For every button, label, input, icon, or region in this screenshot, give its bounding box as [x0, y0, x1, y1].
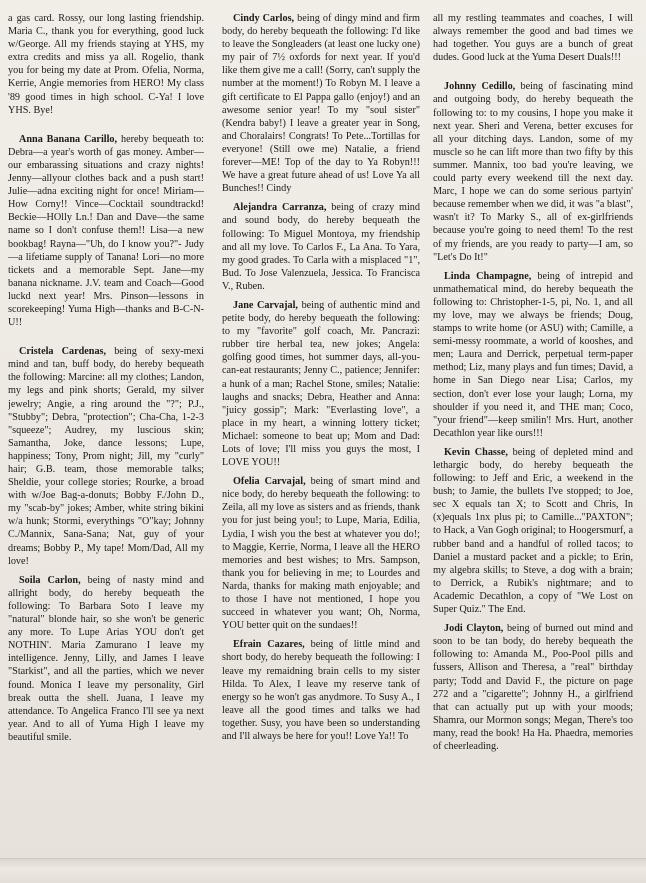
entry-text: being of nasty mind and allright body, do hereby bequeath the following: To Barbara Soto I leave my "natural" blonde hair, so she won't be generic any more. To Lupe Arias YOU don't get NOTHIN'. Maria Zamurano I leave my intelligence. Jenny, Lilly, and James I leave "Starkist", and all the parties, which we never found. Monica I leave my personality, Girl break outta the shell. Juana, I leave my attendance. To Angelica Franco I'll see ya next year. And to all of Yuma High I leave my beautiful smile. — [8, 574, 204, 743]
will-entry — [433, 270, 633, 440]
will-entry — [222, 12, 420, 195]
entry-text: being of intrepid and unmathematical mind, do hereby bequeath the following to: Christopher-1-5, pi, No. 1, and all my love, may we always be friends; Doug, stamps to write home (or ASU) with; Camille, a semi-messy roommate, a world of kooshes, and men; Laura and Derrick, perpetual term-paper method; Liz, many plays and fun times; David, a home in San Diego near Lisa; Carlos, my section, don't ever lose your laugh; Lorna, my shoulder if you need it, and THE man; Coco, "your friend"—keep smilin'! Mrs. Hurt, another Decathlon year like ours!!! — [433, 270, 633, 439]
entry-text: being of crazy mind and sound body, do hereby bequeath the following: To Miguel Montoya, my friendship and all my love. To Carlos F., La Ana. To Yara, my good grades. To Carla with a misplaced "1", Bud. To Jose Valenzuela, Jessica. To Francisca V., Ruben. — [222, 202, 420, 292]
entry-text: being of smart mind and nice body, do hereby bequeath the following: to Zeila, all my love as sisters and as friends, thank you for just being you!; to Lupe, Maria, Edilia, Lydia, I wish you the best at whatever you do!; to Maggie, Kerrie, Norma, I leave all the HERO memories and best wishes; to Mrs. Sampson, thank you for believing in me; to Lourdes and Narda, thanks for making math enjoyable; and to those I have not mentioned, I hope you succeed in whatever you want; Oh, Norma, YOU better quit on the sundaes!! — [222, 476, 420, 632]
entry-continuation: a gas card. Rossy, our long lasting friendship. Maria C., thank you for everything, good luck w/George. All my friends staying at YHS, my extra credits and miss ya all. Rogelio, thank you for being my date at Prom. Ofelia, Norma, Kerrie, Angie memories from HERO! My class '89 good times in high school. C-Ya! I love YHS. Bye! — [8, 13, 204, 116]
will-entry — [8, 345, 204, 568]
page-fold — [0, 858, 646, 883]
entry-text: being of authentic mind and petite body, do hereby bequeath the following: to my "favorite" golf coach, Mr. Pancrazi: rubber tire herbal tea, new jokes; Angela: golfing good times, hot summer days, all-you-can-eat restaurants; Jenny C., patience; Jennifer: a hunk of a man; Rachel Stone, smiles; Natalie: laughs and snacks; Debra, Heather and Anna: "juicy gossip"; Mark: "Everlasting love", a place in my heart, a winning lottery ticket; Michael: someone to beat up; Mom and Dad: Lots of love; I'll miss you guys the most, I LOVE YOU!! — [222, 299, 420, 469]
entry-name: Johnny Cedillo, — [444, 81, 516, 93]
entry-text: being of burned out mind and soon to be tan body, do hereby bequeath the following to: Amanda M., Poo-Pool pills and fussers, Allison and Theresa, a "real" birthday party; Todd and David F., the picture on page 272 and a "cigarette"; Johnny H., a girlfriend that can actually put up with your moods; Shamra, our Mormon songs; Megan, There's too many, read the book! Ha Ha. Phaedra, memories of cheerleading. — [433, 623, 633, 752]
entry-name: Ofelia Carvajal, — [233, 476, 306, 488]
entry-name: Anna Banana Carillo, — [19, 133, 118, 145]
entry-name: Linda Champagne, — [444, 270, 532, 282]
entry-text: being of sexy-mexi mind and tan, buff body, do hereby bequeath the following: Marcine: all my clothes; Landon, my legs and pink shorts; Gerald, my silver jewelry; Angie, a ring around the "?"; P.J., "Stubby"; Debra, "protection"; Cha-Cha, 1-2-3 "squeeze"; Audrey, my luscious skin; Samantha, Joke, dance lessons; Lupe, happiness; Tony, Prom night; Jill, my "curly" hair; G.B. team, those memorable talks; Sheldie, your college stories; Rourke, a broad with w/Joe Bag-a-donuts; Bobby F./John D., my "scab-by" jokes; Amber, white string bikini w/a hunk; Stormi, everythings "O"kay; Johnny C./Mannix, Sana-Sana; Nat, guy of your dreams; Bobby P., My tape! Mom/Dad, All my love! — [8, 346, 204, 567]
entry-name: Efrain Cazares, — [233, 639, 305, 651]
entry-name: Cindy Carlos, — [233, 13, 295, 24]
entry-text: being of depleted mind and lethargic body, do hereby bequeath the following: to Jeff and Eric, a weekend in the bush; to Jamie, the bullets I've stopped; to Joe, sec X equals tan X; to Scott and Chris, In (x)equals 1nx plus pi; to Camille..."PAXTON"; to Hack, a Van Gogh original; to Hoogersmurf, a rubber band and a handful of rolled tacos; to Daniel a mustard packet and a pickle; to Erin, my algebra skills; to Steve, a dog with a brain; to Derrick, a Rubik's nightmare; and to Academic Decathlon, a copy of "We Lost on Super Quiz." The End. — [433, 446, 633, 616]
entry-text: hereby bequeath to: Debra—a year's worth of gas money. Amber—our embarassing situations and crazy nights! Jenny—allyour clothes back and a push start! Julie—adna exciting night for once! Miriam—How Corny!! Vince—Cocktail soundtrackd! Beckie—HOlly Ln.! Dan and Dave—the same name so I don't confuse them!! Lisa—a new bookbag! Rayna—"Uh, do I know you?"- Judy—a lifetiame supply of Tanana! Lori—no more tickets and a memorable Sept. Jane—my banana nickname. J.V. team and Coach—Good luckd next year! Mrs. Pinson—lessons in scorekeeping! Yuma High—thanks and B-C-N-U!! — [8, 133, 204, 329]
will-entry — [433, 446, 633, 616]
entry-name: Jane Carvajal, — [233, 299, 298, 311]
column-left — [8, 12, 204, 858]
entry-name: Kevin Chasse, — [444, 446, 508, 458]
entry-name: Jodi Clayton, — [444, 623, 504, 635]
will-entry — [222, 638, 420, 743]
entry-text: being of little mind and short body, do hereby bequeath the following: I leave my remaidning brain cells to my sister Hilda. To Alex, I leave my reserve tank of energy so he won't gas anydmore. To Susy A., I leave all the good times and talks we had together. Susy, you have been so understanding and I'll always be here for you!! Love Ya!! To — [222, 639, 420, 742]
will-entry — [8, 133, 204, 329]
will-entry — [433, 80, 633, 263]
will-entry — [433, 622, 633, 753]
entry-name: Cristela Cardenas, — [19, 346, 107, 358]
will-entry — [222, 201, 420, 293]
will-entry — [222, 299, 420, 469]
entry-text: being of dingy mind and firm body, do hereby bequeath the following: I'd like to leave the Songleaders (at least one lucky one) my pair of 7½ oxfords for next year. If you'd like them give me a call! (Sorry, can't supply the number at the moment!) To Robyn M. I leave a gift certificate to El Pappa gallo (enjoy!) and an awesome senior year! To my "soul sister" (Kendra baby!) I leave a greater year in Song, and Choralairs! Congrats! To Pete...Tortillas for everyone! (Still owe me) Natalie, a friend forever—ME! Top of the day to Ya Robyn!!! We have a great future ahead of us! Love Ya all Bunches!! Cindy — [222, 13, 420, 195]
entry-name: Alejandra Carranza, — [233, 202, 327, 214]
entry-name: Soila Carlon, — [19, 574, 81, 586]
will-entry — [8, 574, 204, 744]
will-entry — [222, 475, 420, 632]
column-middle — [222, 12, 420, 858]
entry-text: being of fascinating mind and outgoing body, do hereby bequeath the following to: to my cousins, I hope you make it next year. Sheri and Verena, better excuses for all your ditching days. Landon, some of my muscle so he can lift more than two fifty by this summer. Mannix, too bad you're leaving, we could party every weekend till the next day. Marc, I hope we can do some serious partyin' because remember when we did, it was "a blast", wasn't it? To Marky S., all of ex-girlfriends because you're going to need them! To the rest of my friends, are you ready to party—I am, so "Let's Do It!" — [433, 81, 633, 263]
column-right — [433, 12, 633, 858]
entry-continuation: all my restling teammates and coaches, I will always remember the good and bad times we had together. You guys are a bunch of great dudes. Good luck at the Yuma Desert Duals!!! — [433, 13, 633, 64]
